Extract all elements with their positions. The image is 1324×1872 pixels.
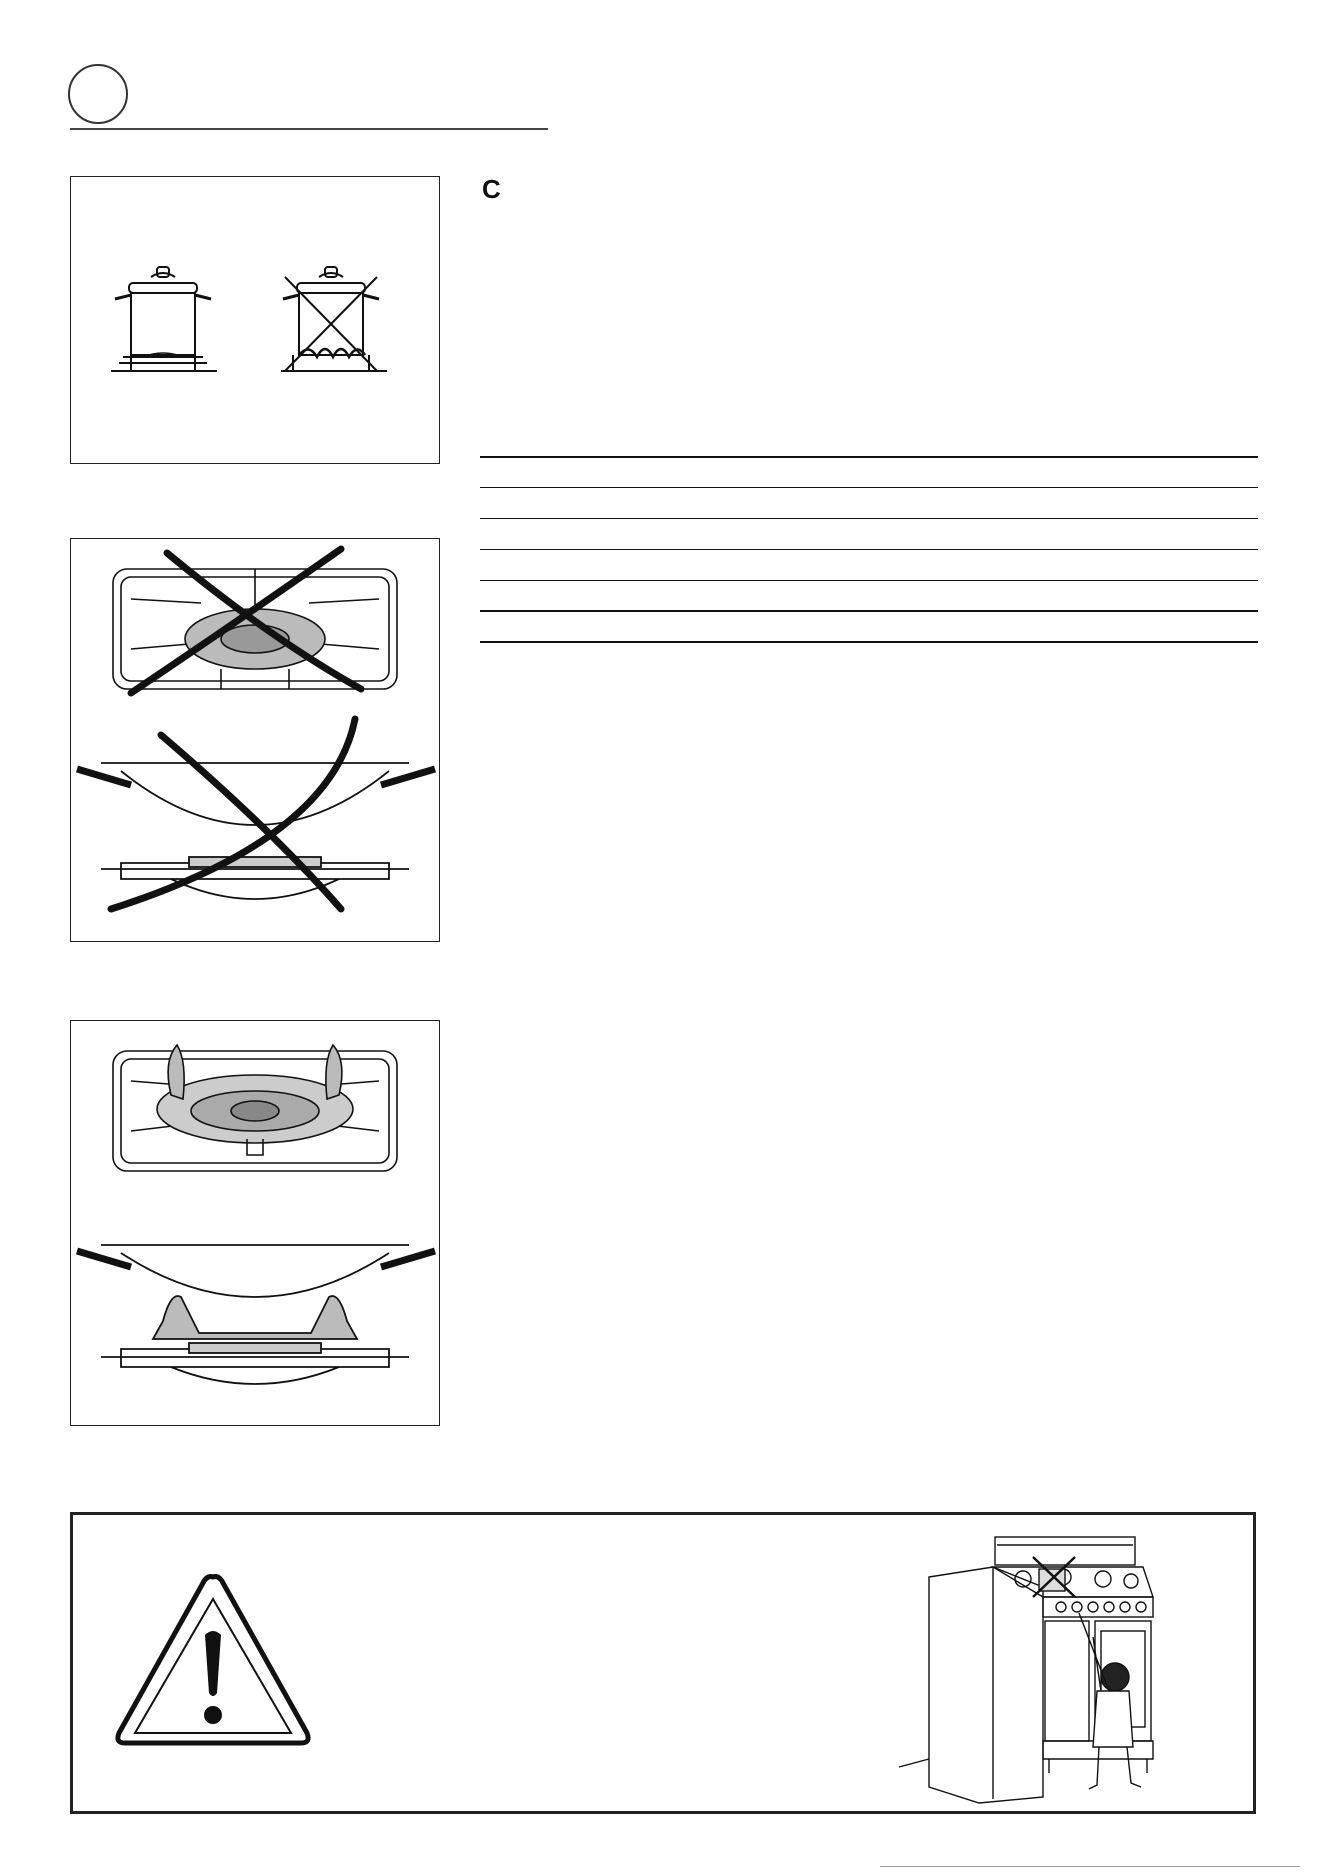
- footer-rule: [880, 1866, 1300, 1867]
- table-top-rule: [480, 456, 1258, 458]
- correct-pot-illustration: [111, 267, 217, 371]
- wok-illustration: [77, 763, 435, 899]
- table-row-rule: [480, 610, 1258, 612]
- child-reaching-stove-illustration: [893, 1527, 1233, 1809]
- burner-grate-illustration: [113, 569, 397, 689]
- table-row-rule: [480, 518, 1258, 519]
- cross-mark-icon: [111, 719, 355, 909]
- wrong-pot-illustration: [281, 267, 387, 371]
- header-rule: [70, 128, 548, 130]
- table-row-rule: [480, 580, 1258, 581]
- figure-wok-wrong: [70, 538, 440, 942]
- table-row-rule: [480, 487, 1258, 488]
- burner-with-ring-illustration: [113, 1045, 397, 1171]
- warning-box: [70, 1512, 1256, 1814]
- table-row-rule: [480, 549, 1258, 550]
- table-bottom-rule: [480, 641, 1258, 643]
- section-letter: C: [482, 174, 501, 204]
- section-circle: [68, 64, 128, 124]
- figure-pots: [70, 176, 440, 464]
- figure-wok-right: [70, 1020, 440, 1426]
- warning-triangle-icon: [113, 1571, 313, 1751]
- wok-with-support-illustration: [77, 1245, 435, 1384]
